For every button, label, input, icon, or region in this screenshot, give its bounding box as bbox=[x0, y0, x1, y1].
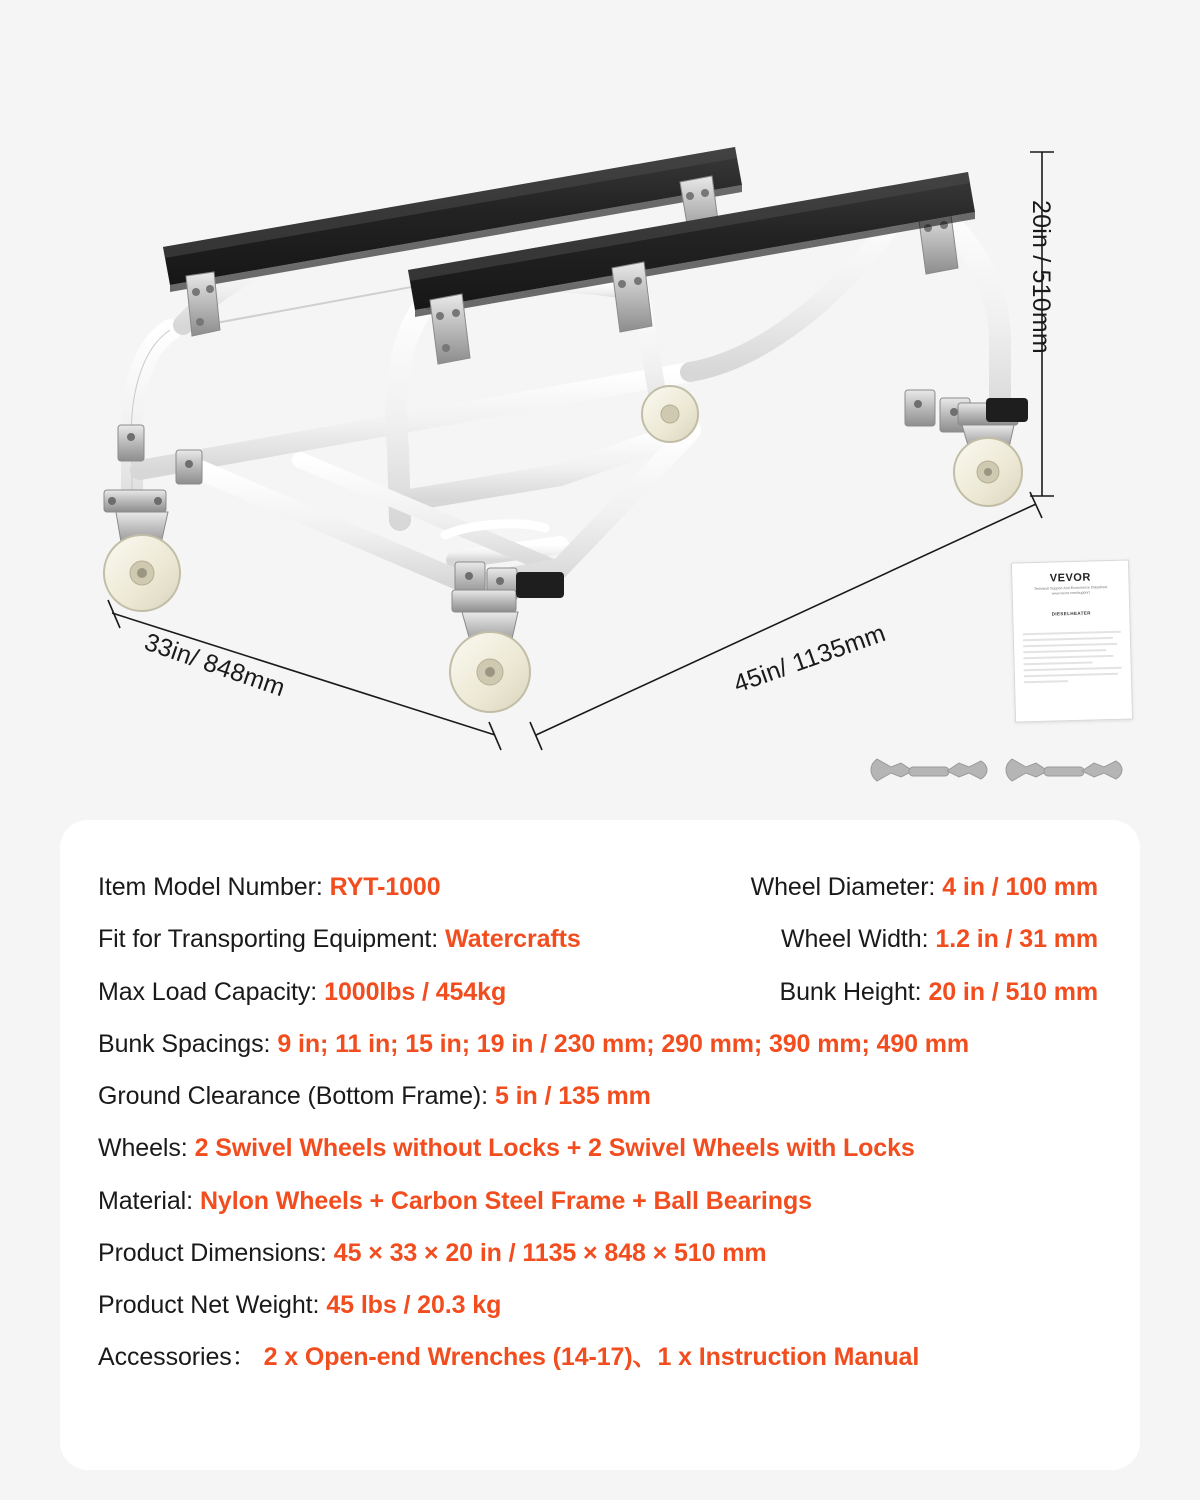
spec-label: Wheel Width: bbox=[780, 925, 929, 954]
spec-value: 45 × 33 × 20 in / 1135 × 848 × 510 mm bbox=[333, 1238, 767, 1267]
spec-value: 1000lbs / 454kg bbox=[324, 977, 507, 1006]
spec-row bbox=[98, 872, 1102, 903]
spec-value: 45 lbs / 20.3 kg bbox=[326, 1291, 502, 1319]
spec-label: Fit for Transporting Equipment: bbox=[98, 925, 439, 954]
spec-value: 20 in / 510 mm bbox=[928, 977, 1098, 1006]
spec-label: Accessories： bbox=[98, 1343, 257, 1372]
wrench-icons bbox=[865, 745, 1125, 805]
instruction-manual-graphic bbox=[1011, 559, 1133, 722]
spec-value: 9 in; 11 in; 15 in; 19 in / 230 mm; 290 mm; 390 mm; 490 mm bbox=[277, 1029, 970, 1058]
spec-value: 2 Swivel Wheels without Locks + 2 Swivel Wheels with Locks bbox=[194, 1134, 915, 1163]
manual-brand-logo: VEVOR bbox=[1049, 571, 1092, 585]
dimension-label-height: 20in / 510mm bbox=[1027, 200, 1055, 354]
manual-body-lines bbox=[1023, 631, 1122, 684]
wrench-icon bbox=[1082, 761, 1122, 779]
dimension-label-width: 33in/ 848mm bbox=[140, 628, 289, 703]
spec-label: Item Model Number: bbox=[98, 873, 323, 901]
dimension-label-length: 45in/ 1135mm bbox=[730, 618, 890, 699]
spec-row bbox=[98, 1342, 1102, 1373]
spec-row bbox=[98, 1133, 1102, 1164]
specifications-card bbox=[60, 820, 1140, 1470]
wrench-icon bbox=[1006, 759, 1048, 781]
swivel-wheel-locking bbox=[954, 398, 1028, 506]
spec-row bbox=[98, 1238, 1102, 1269]
spec-label: Product Net Weight: bbox=[98, 1291, 320, 1319]
swivel-wheel-locking bbox=[450, 572, 564, 712]
spec-row bbox=[98, 1081, 1102, 1112]
wrench-icon bbox=[871, 759, 913, 781]
spec-value: 4 in / 100 mm bbox=[942, 873, 1098, 901]
swivel-wheel bbox=[642, 386, 698, 442]
spec-label: Wheels: bbox=[98, 1134, 188, 1163]
spec-label: Ground Clearance (Bottom Frame): bbox=[98, 1082, 489, 1110]
spec-label: Max Load Capacity: bbox=[98, 977, 318, 1006]
spec-label: Wheel Diameter: bbox=[750, 873, 936, 901]
spec-value: 5 in / 135 mm bbox=[495, 1082, 651, 1110]
wrench-icon bbox=[947, 761, 987, 779]
spec-value: 1.2 in / 31 mm bbox=[935, 925, 1098, 954]
spec-label: Material: bbox=[98, 1186, 193, 1215]
swivel-wheel bbox=[104, 490, 180, 611]
manual-title: DIESELHEATER bbox=[1051, 610, 1091, 617]
spec-row bbox=[98, 924, 1102, 955]
spec-value: 2 x Open-end Wrenches (14-17)、1 x Instruction Manual bbox=[263, 1343, 920, 1372]
spec-row bbox=[98, 1290, 1102, 1321]
spec-label: Bunk Height: bbox=[779, 977, 922, 1006]
manual-subtitle: Technical Support And Ecommerce Datasheet www.vevor.com/support bbox=[1033, 585, 1108, 596]
spec-label: Bunk Spacings: bbox=[98, 1029, 271, 1058]
spec-value: Watercrafts bbox=[445, 925, 581, 954]
spec-row bbox=[98, 1029, 1102, 1060]
spec-row bbox=[98, 977, 1102, 1008]
spec-value: Nylon Wheels + Carbon Steel Frame + Ball Bearings bbox=[199, 1186, 812, 1215]
spec-value: RYT-1000 bbox=[329, 873, 441, 901]
spec-label: Product Dimensions: bbox=[98, 1238, 327, 1267]
spec-row bbox=[98, 1186, 1102, 1217]
